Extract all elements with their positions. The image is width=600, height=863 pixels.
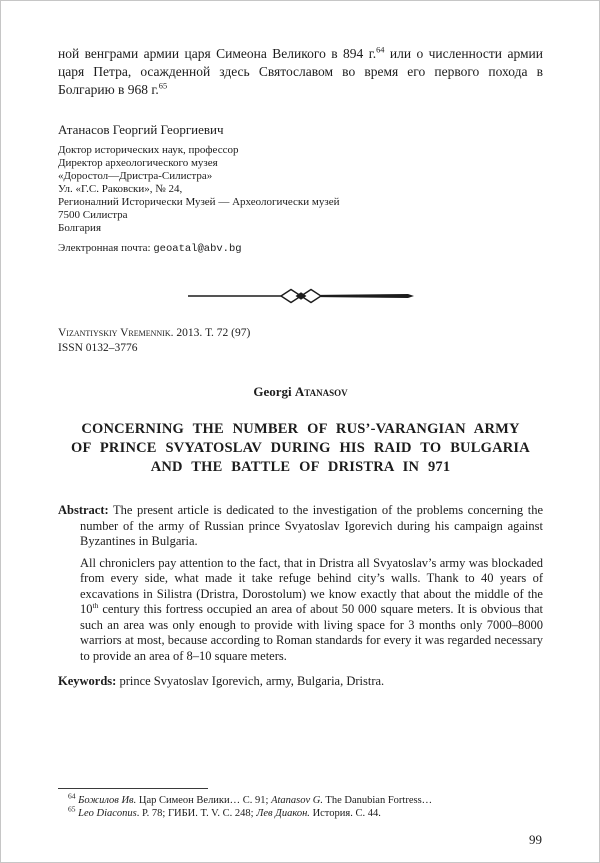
intro-paragraph bbox=[58, 45, 543, 99]
abstract-paragraph bbox=[80, 556, 543, 665]
author-block bbox=[58, 122, 543, 255]
footnote-ref-64: 64 bbox=[376, 45, 385, 55]
article-title bbox=[58, 420, 543, 477]
article-title-line: CONCERNING THE NUMBER OF RUS’-VARANGIAN ARMY bbox=[81, 421, 520, 437]
article-author-last: Atanasov bbox=[294, 384, 348, 399]
abstract-text-2a: All chroniclers pay attention to the fact, that in Dristra all Svyatoslav’s army was blockaded from every side, what made it take refuge behind city’s walls. Thank to 40 years of excavations in Silistra (Dristra, Dorostolum) we know exactly that about the middle of the 10 bbox=[80, 555, 543, 616]
journal-block bbox=[58, 327, 543, 354]
divider-ornament bbox=[58, 287, 543, 305]
footnote-text: . P. 78; ГИБИ. T. V. С. 248; bbox=[136, 808, 257, 819]
issn-line: ISSN 0132–3776 bbox=[58, 342, 138, 354]
footnote-italic: Божилов Ив. bbox=[78, 795, 137, 806]
author-details bbox=[58, 144, 543, 235]
abstract-paragraph bbox=[58, 503, 543, 550]
abstract-text-2b: century this fortress occupied an area of about 50 000 square meters. It is obvious that such an area was only enough to provide with living space for 3 months only 7000–8000 warriors at most, because according to Roman standards for every it was regarded necessary to provide an area of 8–10 square meters. bbox=[80, 602, 543, 663]
footnote-ref-65: 65 bbox=[158, 81, 168, 91]
footnote-italic: Leo Diaconus bbox=[78, 808, 137, 819]
author-name: Атанасов Георгий Георгиевич bbox=[58, 122, 224, 137]
article-title-line: AND THE BATTLE OF DRISTRA IN 971 bbox=[150, 459, 451, 475]
keywords-text: prince Svyatoslav Igorevich, army, Bulgaria, Dristra. bbox=[116, 674, 385, 688]
article-title-line: OF PRINCE SVYATOSLAV DURING HIS RAID TO BULGARIA bbox=[71, 440, 530, 456]
footnote-text: История. С. 44. bbox=[309, 808, 381, 819]
author-detail-line: Доктор исторических наук, профессор bbox=[58, 144, 239, 156]
ornament-graphic bbox=[186, 287, 416, 305]
abstract-text-1: The present article is dedicated to the investigation of the problems concerning the number of the army of Russian prince Svyatoslav Igorevich during his campaign against Byzantines in Bulgaria. bbox=[80, 503, 543, 548]
footnote-number: 65 bbox=[68, 804, 76, 814]
abstract-section bbox=[58, 503, 543, 664]
author-detail-line: Регионалний Исторически Музей — Археологически музей bbox=[58, 196, 340, 208]
email-label: Электронная почта: bbox=[58, 242, 154, 254]
author-detail-line: Ул. «Г.С. Раковски», № 24, bbox=[58, 183, 183, 195]
article-author-first: Georgi bbox=[253, 384, 295, 399]
journal-title-line bbox=[58, 327, 543, 339]
author-detail-line: 7500 Силистра bbox=[58, 209, 128, 221]
author-detail-line: «Доростол—Дристра-Силистра» bbox=[58, 170, 213, 182]
footnote-64 bbox=[58, 791, 543, 807]
journal-name: Vizantiyskiy Vremennik bbox=[58, 327, 171, 339]
author-email-line bbox=[58, 242, 543, 255]
footnote-italic: Atanasov G. bbox=[271, 795, 323, 806]
keywords-label: Keywords: bbox=[58, 674, 117, 688]
journal-volume: . 2013. Т. 72 (97) bbox=[170, 327, 251, 339]
intro-text-2: или о численности армии царя Петра, осажденной здесь Святославом во время его первого похода в Болгарию в 968 г. bbox=[58, 46, 543, 97]
page-number: 99 bbox=[529, 832, 542, 847]
footnote-text: The Danubian Fortress… bbox=[323, 795, 433, 806]
article-author bbox=[58, 384, 543, 400]
page-content bbox=[1, 1, 599, 689]
footnote-divider bbox=[58, 788, 208, 789]
keywords-line bbox=[58, 674, 543, 689]
footnote-text: Цар Симеон Велики… С. 91; bbox=[136, 795, 272, 806]
ordinal-superscript: th bbox=[92, 600, 99, 610]
footnote-65 bbox=[58, 804, 543, 820]
author-detail-line: Директор археологического музея bbox=[58, 157, 218, 169]
footnote-italic: Лев Диакон. bbox=[256, 808, 310, 819]
author-detail-line: Болгария bbox=[58, 222, 102, 234]
footnotes-section bbox=[58, 788, 543, 820]
email-address: geoatal@abv.bg bbox=[153, 243, 242, 255]
abstract-label: Abstract: bbox=[58, 503, 109, 517]
intro-text-1: ной венграми армии царя Симеона Великого в 894 г. bbox=[58, 46, 377, 61]
footnote-number: 64 bbox=[68, 791, 76, 801]
